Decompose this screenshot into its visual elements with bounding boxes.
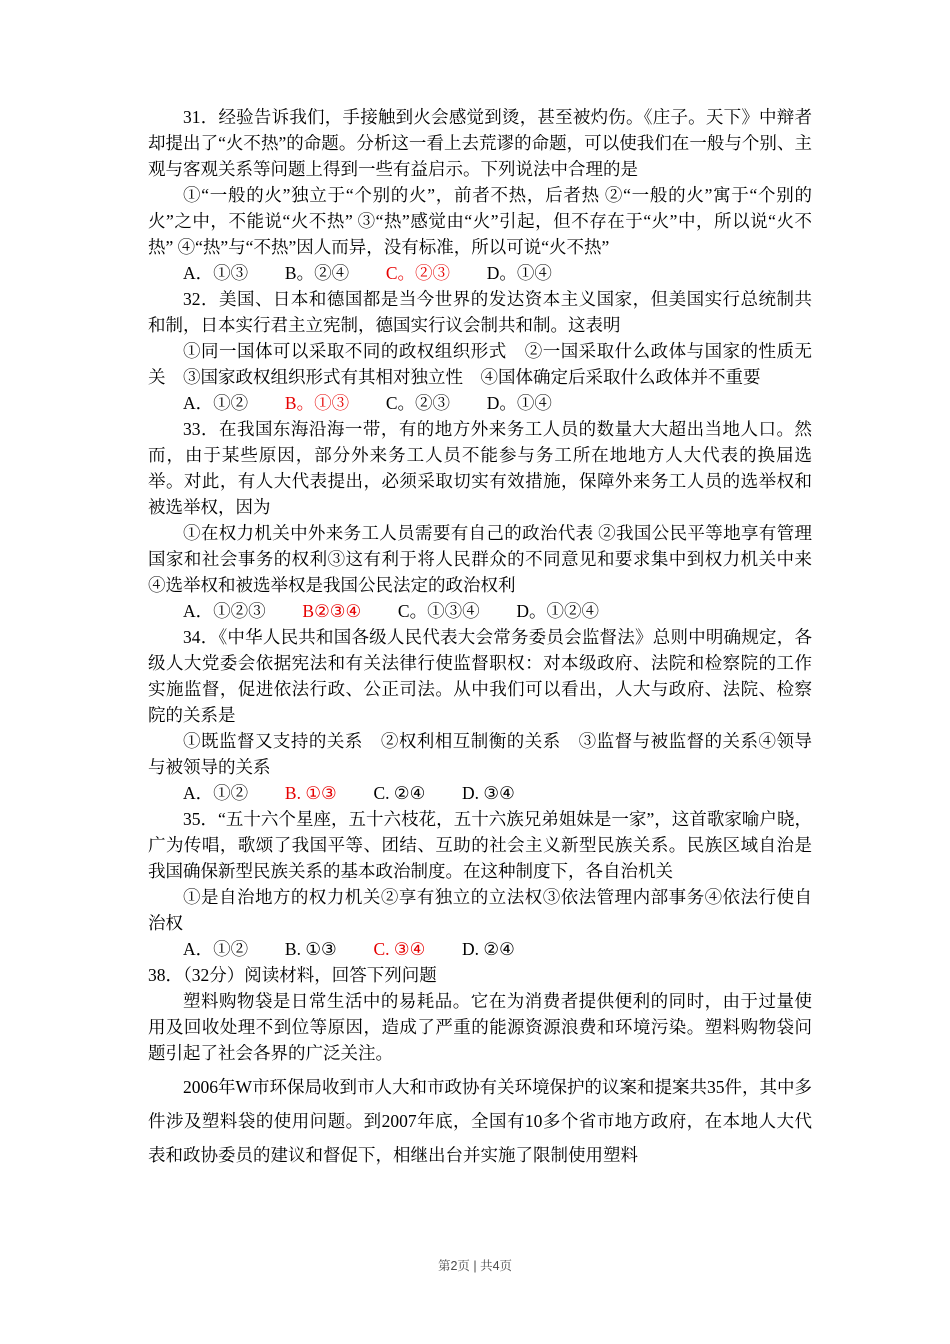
page-number-label: 第2页 | 共4页 — [437, 1259, 513, 1273]
exam-content — [148, 104, 812, 1172]
answer-options-line — [148, 390, 812, 416]
question-items: ①既监督又支持的关系 ②权利相互制衡的关系 ③监督与被监督的关系④领导与被领导的关系 — [148, 731, 812, 777]
question-stem: 31．经验告诉我们，手接触到火会感觉到烫，甚至被灼伤。《庄子。天下》中辩者却提出了“火不热”的命题。分析这一看上去荒谬的命题，可以使我们在一般与个别、主观与客观关系等问题上得到一些有益启示。下列说法中合理的是 — [148, 107, 812, 179]
question-31 — [148, 104, 812, 286]
answer-options-line — [148, 780, 812, 806]
question-35 — [148, 806, 812, 962]
answer-option-d: D。①④ — [486, 393, 552, 413]
answer-options-line — [148, 936, 812, 962]
answer-option-b: B。①③ — [284, 393, 350, 413]
page-footer — [0, 1256, 950, 1274]
material-paragraph-1: 塑料购物袋是日常生活中的易耗品。它在为消费者提供便利的同时，由于过量使用及回收处理不到位等原因，造成了严重的能源资源浪费和环境污染。塑料购物袋问题引起了社会各界的广泛关注。 — [148, 991, 812, 1063]
material-paragraph-2: 2006年W市环保局收到市人大和市政协有关环境保护的议案和提案共35件，其中多件涉及塑料袋的使用问题。到2007年底，全国有10多个省市地方政府，在本地人大代表和政协委员的建议和督促下，相继出台并实施了限制使用塑料 — [148, 1077, 813, 1165]
question-34 — [148, 624, 812, 806]
question-items: ①在权力机关中外来务工人员需要有自己的政治代表 ②我国公民平等地享有管理国家和社会事务的权利③这有利于将人民群众的不同意见和要求集中到权力机关中来④选举权和被选举权是我国公民法定的政治权利 — [148, 523, 812, 595]
answer-option-d: D。①②④ — [516, 601, 599, 621]
answer-option-a: A．①② — [183, 783, 249, 803]
question-stem: 34．《中华人民共和国各级人民代表大会常务委员会监督法》总则中明确规定，各级人大党委会依据宪法和有关法律行使监督职权：对本级政府、法院和检察院的工作实施监督，促进依法行政、公正司法。从中我们可以看出，人大与政府、法院、检察院的关系是 — [148, 627, 812, 725]
question-38 — [148, 962, 812, 1172]
answer-options-line — [148, 260, 812, 286]
question-items: ①同一国体可以采取不同的政权组织形式 ②一国采取什么政体与国家的性质无关 ③国家政权组织形式有其相对独立性 ④国体确定后采取什么政体并不重要 — [148, 341, 812, 387]
answer-option-b: B②③④ — [302, 601, 362, 621]
answer-option-a: A．①② — [183, 393, 249, 413]
answer-option-c: C. ②④ — [373, 783, 426, 803]
question-stem: 33．在我国东海沿海一带，有的地方外来务工人员的数量大大超出当地人口。然而，由于某些原因，部分外来务工人员不能参与务工所在地地方人大代表的换届选举。对此，有人大代表提出，必须采取切实有效措施，保障外来务工人员的选举权和被选举权，因为 — [148, 419, 812, 517]
answer-option-b: B. ①③ — [284, 939, 337, 959]
answer-options-line — [148, 598, 812, 624]
answer-option-d: D。①④ — [486, 263, 552, 283]
answer-option-c: C. ③④ — [373, 939, 426, 959]
answer-option-c: C。①③④ — [397, 601, 480, 621]
question-items: ①是自治地方的权力机关②享有独立的立法权③依法管理内部事务④依法行使自治权 — [148, 887, 812, 933]
answer-option-a: A．①② — [183, 939, 249, 959]
question-heading: 38．（32分）阅读材料，回答下列问题 — [148, 965, 437, 985]
answer-option-a: A．①②③ — [183, 601, 266, 621]
question-stem: 35．“五十六个星座，五十六枝花，五十六族兄弟姐妹是一家”，这首歌家喻户晓，广为传唱，歌颂了我国平等、团结、互助的社会主义新型民族关系。民族区域自治是我国确保新型民族关系的基本政治制度。在这种制度下，各自治机关 — [148, 809, 812, 881]
question-33 — [148, 416, 812, 624]
answer-option-d: D. ②④ — [462, 939, 515, 959]
question-32 — [148, 286, 812, 416]
question-items: ①“一般的火”独立于“个别的火”，前者不热，后者热 ②“一般的火”寓于“个别的火”之中，不能说“火不热” ③“热”感觉由“火”引起，但不存在于“火”中，所以说“火不热” ④“热”与“不热”因人而异，没有标准，所以可说“火不热” — [148, 185, 812, 257]
question-stem: 32．美国、日本和德国都是当今世界的发达资本主义国家，但美国实行总统制共和制，日本实行君主立宪制，德国实行议会制共和制。这表明 — [148, 289, 812, 335]
answer-option-c: C。②③ — [385, 393, 451, 413]
answer-option-d: D. ③④ — [462, 783, 515, 803]
answer-option-a: A．①③ — [183, 263, 249, 283]
answer-option-b: B. ①③ — [284, 783, 337, 803]
answer-option-b: B。②④ — [284, 263, 350, 283]
answer-option-c: C。②③ — [385, 263, 451, 283]
